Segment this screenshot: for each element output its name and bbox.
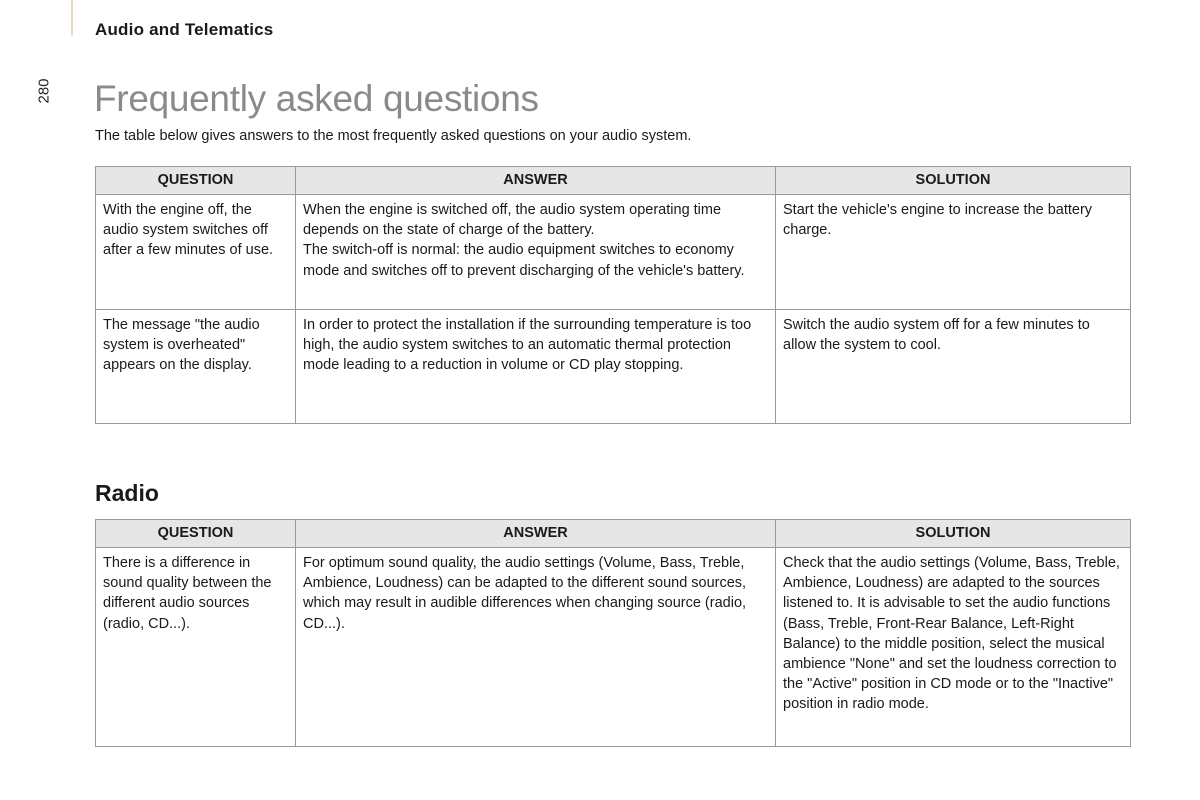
solution-cell: Switch the audio system off for a few minutes to allow the system to cool. <box>776 310 1131 424</box>
answer-paragraph: The switch-off is normal: the audio equipment switches to economy mode and switches off to prevent discharging of the vehicle's battery. <box>303 242 745 279</box>
table-row <box>96 195 1131 310</box>
answer-cell: For optimum sound quality, the audio settings (Volume, Bass, Treble, Ambience, Loudness) can be adapted to the different sound sources, which may result in audible differences when changing source (radio, CD...). <box>296 548 776 747</box>
table-header-row <box>96 167 1131 195</box>
intro-text: The table below gives answers to the most frequently asked questions on your audio system. <box>95 128 692 144</box>
column-header-answer: ANSWER <box>296 520 776 548</box>
answer-cell <box>296 195 776 310</box>
column-header-solution: SOLUTION <box>776 167 1131 195</box>
answer-paragraph: When the engine is switched off, the audio system operating time depends on the state of charge of the battery. <box>303 202 722 239</box>
column-header-answer: ANSWER <box>296 167 776 195</box>
question-cell: With the engine off, the audio system switches off after a few minutes of use. <box>96 195 296 310</box>
column-header-solution: SOLUTION <box>776 520 1131 548</box>
margin-rule <box>71 0 73 36</box>
table-row <box>96 548 1131 747</box>
table-row <box>96 310 1131 424</box>
table-header-row <box>96 520 1131 548</box>
solution-cell: Start the vehicle's engine to increase the battery charge. <box>776 195 1131 310</box>
page-number: 280 <box>35 78 53 104</box>
question-cell: The message "the audio system is overheated" appears on the display. <box>96 310 296 424</box>
answer-cell: In order to protect the installation if the surrounding temperature is too high, the audio system switches to an automatic thermal protection mode leading to a reduction in volume or CD play stopping. <box>296 310 776 424</box>
column-header-question: QUESTION <box>96 520 296 548</box>
column-header-question: QUESTION <box>96 167 296 195</box>
radio-heading: Radio <box>95 480 159 506</box>
question-cell: There is a difference in sound quality between the different audio sources (radio, CD...). <box>96 548 296 747</box>
faq-table-general <box>95 166 1131 424</box>
section-header: Audio and Telematics <box>95 20 274 39</box>
solution-cell: Check that the audio settings (Volume, Bass, Treble, Ambience, Loudness) are adapted to the sources listened to. It is advisable to set the audio functions (Bass, Treble, Front-Rear Balance, Left-Right Balance) to the middle position, select the musical ambience "None" and set the loudness correction to the "Active" position in CD mode or to the "Inactive" position in radio mode. <box>776 548 1131 747</box>
page-title: Frequently asked questions <box>94 78 539 119</box>
faq-table-radio <box>95 519 1131 747</box>
